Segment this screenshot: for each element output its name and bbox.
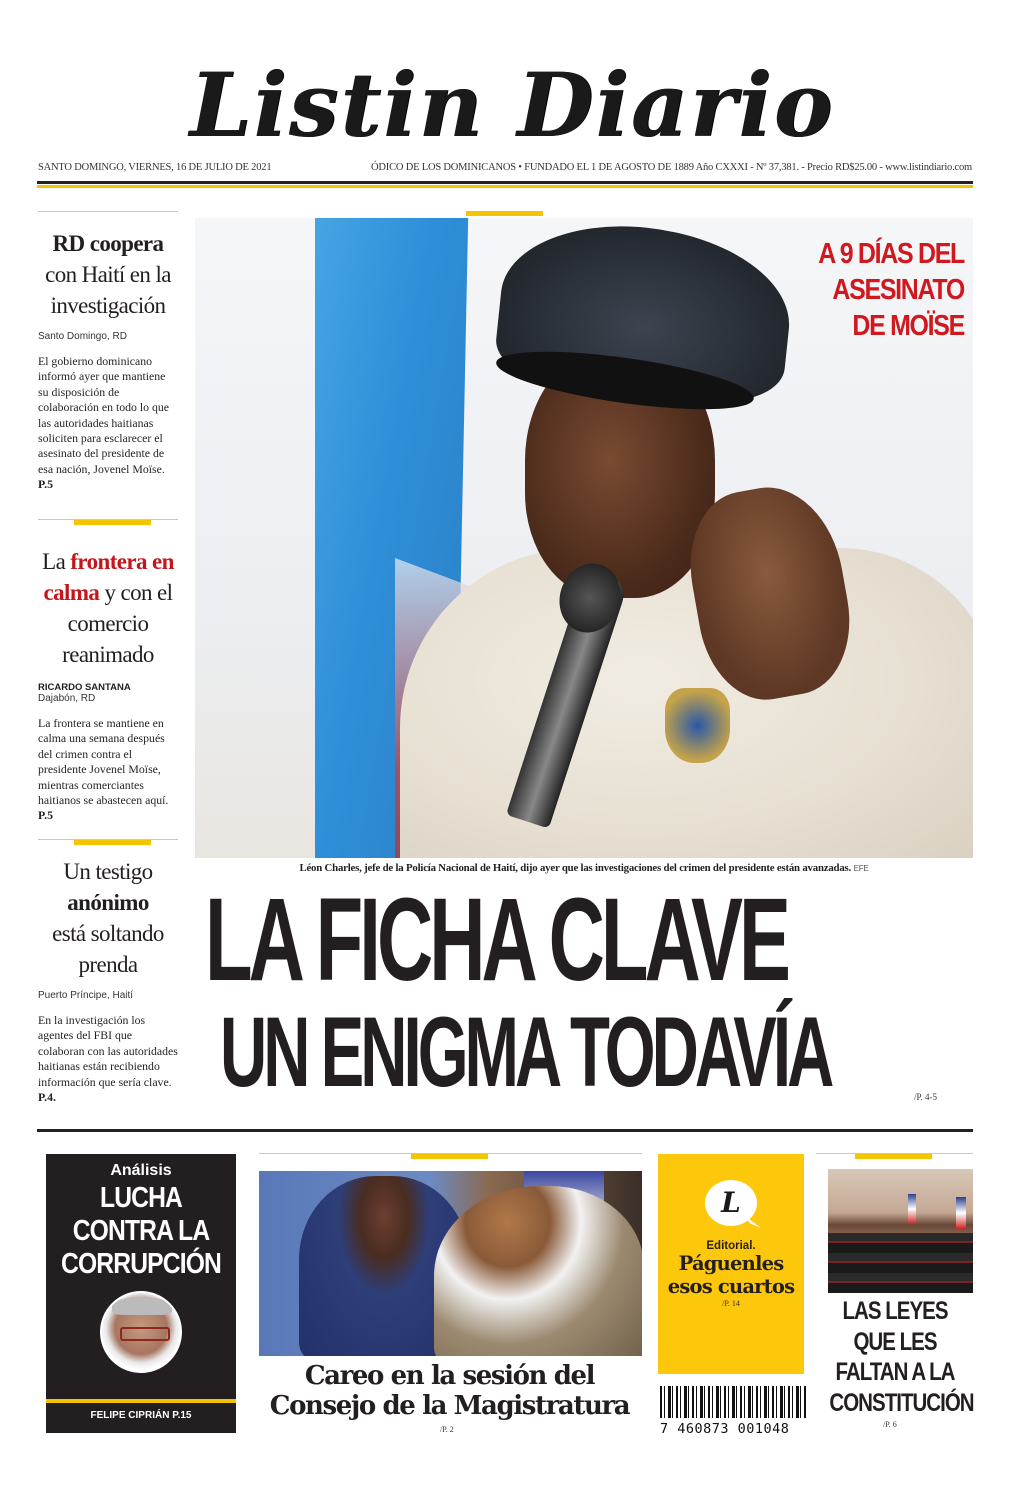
editorial-box[interactable] bbox=[658, 1154, 804, 1374]
sidebar-story-frontera[interactable] bbox=[38, 546, 178, 824]
listin-speech-bubble-icon: L bbox=[705, 1180, 757, 1226]
careo-yellow-tab bbox=[411, 1154, 488, 1159]
analisis-kicker: Análisis bbox=[110, 1162, 172, 1179]
story-body bbox=[38, 716, 178, 824]
headline-rest: está soltando prenda bbox=[52, 921, 164, 977]
barcode bbox=[660, 1386, 806, 1436]
analisis-title bbox=[60, 1182, 222, 1281]
woman-figure-shape bbox=[434, 1186, 642, 1356]
story-page-ref[interactable]: P.5 bbox=[38, 477, 53, 492]
headline-bold: RD coopera bbox=[52, 231, 164, 256]
story-page-ref[interactable]: P.5 bbox=[38, 808, 53, 823]
story-headline bbox=[38, 228, 178, 321]
editorial-title: Páguenles esos cuartos bbox=[667, 1252, 795, 1298]
caption-text: Léon Charles, jefe de la Policía Nacional de Haití, dijo ayer que las investigaciones del crimen del presidente están avanzadas. bbox=[299, 862, 852, 874]
analisis-yellow-bar bbox=[46, 1399, 236, 1403]
story-location: Dajabón, RD bbox=[38, 693, 96, 704]
headline-pre: La bbox=[42, 549, 71, 574]
careo-page-ref: /P. 2 bbox=[440, 1425, 454, 1434]
overlay-line: ASESINATO bbox=[832, 274, 964, 306]
leyes-headline[interactable]: LAS LEYES QUE LES FALTAN A LA CONSTITUCIÓN bbox=[829, 1297, 974, 1417]
sidebar-story-rd-coopera[interactable] bbox=[38, 228, 178, 493]
sidebar-yellow-tab bbox=[74, 840, 151, 845]
headline-rest: con Haití en la investigación bbox=[45, 262, 171, 318]
story-body-text: El gobierno dominicano informó ayer que mantiene su disposición de colaboración en todo lo que las autoridades haitianas soliciten para esclarecer el asesinato del presidente de esa nación, Jovenel Moïse. bbox=[38, 354, 170, 476]
story-page-ref[interactable]: P.4. bbox=[38, 1090, 56, 1105]
masthead-rule-yellow bbox=[37, 185, 973, 188]
analisis-author: FELIPE CIPRIÁN P.15 bbox=[90, 1410, 192, 1421]
headline-rest: y con el comercio reanimado bbox=[62, 580, 173, 667]
overlay-line: DE MOÏSE bbox=[852, 310, 964, 342]
story-headline bbox=[38, 856, 178, 980]
lead-yellow-tab bbox=[466, 211, 543, 216]
bottom-section-rule bbox=[37, 1129, 973, 1132]
lead-overlay-kicker bbox=[792, 236, 964, 344]
careo-photo[interactable] bbox=[259, 1171, 642, 1356]
overlay-line: A 9 DÍAS DEL bbox=[818, 238, 964, 270]
dr-flag-shape bbox=[956, 1197, 966, 1229]
lead-headline-line2[interactable]: UN ENIGMA TODAVÍA bbox=[220, 996, 831, 1107]
dateline bbox=[38, 162, 972, 176]
dr-flag-shape bbox=[908, 1194, 916, 1224]
sidebar-yellow-tab bbox=[74, 520, 151, 525]
lead-headline-line1[interactable]: LA FICHA CLAVE bbox=[205, 874, 787, 1006]
story-body-text: La frontera se mantiene en calma una semana después del crimen contra el presidente Jovenel Moïse, mientras comerciantes haitianos se abastecen aquí. bbox=[38, 716, 169, 808]
headline-pre: Un testigo bbox=[63, 859, 153, 884]
masthead bbox=[0, 55, 1024, 155]
sidebar-separator bbox=[38, 211, 178, 212]
analisis-title-line: CORRUPCIÓN bbox=[61, 1248, 221, 1280]
editorial-page-ref: /P. 14 bbox=[722, 1299, 740, 1308]
leyes-page-ref: /P. 6 bbox=[883, 1420, 897, 1429]
story-location: Santo Domingo, RD bbox=[38, 331, 127, 342]
police-badge-shape bbox=[665, 688, 730, 763]
lead-page-ref: /P. 4-5 bbox=[914, 1092, 938, 1102]
story-body-text: En la investigación los agentes del FBI que colaboran con las autoridades haitianas están recibiendo información que sería clave. bbox=[38, 1013, 178, 1089]
careo-headline[interactable]: Careo en la sesión del Consejo de la Magistratura bbox=[269, 1361, 630, 1421]
dateline-date: SANTO DOMINGO, VIERNES, 16 DE JULIO DE 2021 bbox=[38, 162, 272, 173]
barcode-bars bbox=[660, 1386, 806, 1418]
headline-red: frontera en calma bbox=[43, 549, 174, 605]
story-headline bbox=[38, 546, 178, 670]
analisis-title-line: LUCHA bbox=[99, 1182, 183, 1214]
analisis-title-line: CONTRA LA bbox=[72, 1215, 210, 1247]
photo-credit: EFE bbox=[853, 864, 869, 873]
story-body bbox=[38, 1013, 178, 1105]
editorial-kicker: Editorial. bbox=[706, 1240, 756, 1252]
sidebar-story-testigo[interactable] bbox=[38, 856, 178, 1105]
chamber-seats-shape bbox=[828, 1233, 973, 1293]
leyes-yellow-tab bbox=[855, 1154, 932, 1159]
newspaper-logo[interactable]: Listin Diario bbox=[189, 53, 835, 157]
story-body bbox=[38, 354, 178, 493]
barcode-digits: 7 460873 001048 bbox=[660, 1421, 790, 1437]
masthead-rule-dark bbox=[37, 181, 973, 184]
story-byline: RICARDO SANTANA bbox=[38, 682, 131, 693]
story-location: Puerto Príncipe, Haití bbox=[38, 990, 134, 1001]
headline-bold: anónimo bbox=[67, 890, 149, 915]
congress-photo[interactable] bbox=[828, 1169, 973, 1293]
dateline-info: ÓDICO DE LOS DOMINICANOS • FUNDADO EL 1 DE AGOSTO DE 1889 Año CXXXI - Nº 37,381. - Precio RD$25.00 - www.listindiario.com bbox=[371, 162, 972, 173]
lead-photo-caption bbox=[195, 862, 973, 874]
analisis-box[interactable] bbox=[46, 1154, 236, 1433]
author-avatar bbox=[100, 1291, 182, 1373]
